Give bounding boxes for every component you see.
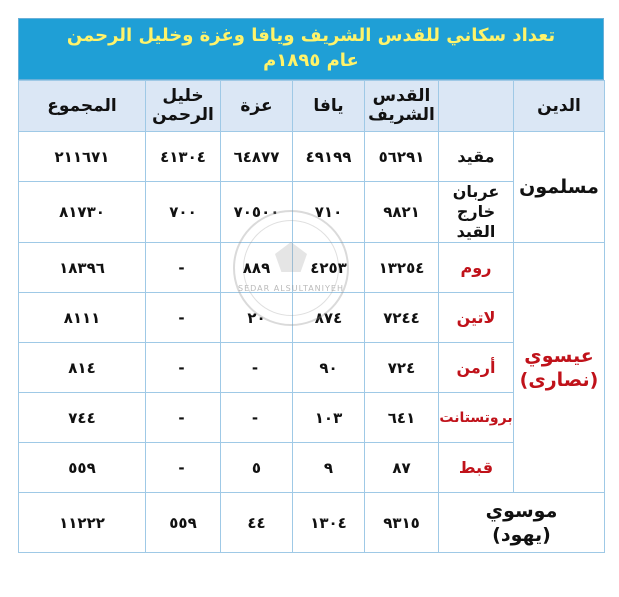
cell-khalil: ٤١٣٠٤ — [146, 132, 221, 182]
watermark-text: SEDAR ALSULTANIYEH — [238, 284, 344, 293]
cell-khalil: - — [146, 343, 221, 393]
table-row — [19, 132, 605, 182]
subgroup-cell: بروتستانت — [439, 393, 514, 443]
group-jewish-line-1: موسوي — [485, 499, 558, 522]
group-christian-line-2: (نصارى) — [519, 368, 599, 391]
cell-gaza: ٤٤ — [221, 493, 293, 553]
table-row — [19, 243, 605, 293]
cell-gaza: ٦٤٨٧٧ — [221, 132, 293, 182]
title-line-1: تعداد سكاني للقدس الشريف ويافا وغزة وخليل الرحمن — [66, 25, 556, 46]
header-yafa: يافا — [293, 81, 365, 132]
cell-yafa: ٨٧٤ — [293, 293, 365, 343]
cell-total: ٧٤٤ — [19, 393, 146, 443]
cell-total: ٨١٧٣٠ — [19, 182, 146, 243]
cell-yafa: ٩٠ — [293, 343, 365, 393]
cell-khalil: ٧٠٠ — [146, 182, 221, 243]
group-christian — [514, 243, 605, 493]
cell-khalil: - — [146, 243, 221, 293]
subgroup-cell: روم — [439, 243, 514, 293]
cell-total: ٢١١٦٧١ — [19, 132, 146, 182]
cell-gaza: ٢٠ — [221, 293, 293, 343]
title-line-2: عام ١٨٩٥م — [263, 50, 359, 71]
group-jewish — [439, 493, 605, 553]
group-jewish-line-2: (يهود) — [492, 523, 551, 546]
cell-quds: ٥٦٢٩١ — [365, 132, 439, 182]
cell-yafa: ٧١٠ — [293, 182, 365, 243]
census-table — [18, 80, 605, 553]
cell-yafa: ١٠٣ — [293, 393, 365, 443]
census-table-container — [18, 18, 604, 553]
subgroup-cell: لاتين — [439, 293, 514, 343]
header-quds: القدس الشريف — [365, 81, 439, 132]
header-subgroup — [439, 81, 514, 132]
subgroup-cell: قبط — [439, 443, 514, 493]
cell-yafa: ٤٢٥٣ — [293, 243, 365, 293]
cell-khalil: - — [146, 393, 221, 443]
cell-khalil: ٥٥٩ — [146, 493, 221, 553]
cell-quds: ٦٤١ — [365, 393, 439, 443]
cell-gaza: - — [221, 393, 293, 443]
cell-gaza: ٥ — [221, 443, 293, 493]
cell-quds: ٨٧ — [365, 443, 439, 493]
cell-gaza: - — [221, 343, 293, 393]
cell-yafa: ٩ — [293, 443, 365, 493]
cell-gaza: ٨٨٩ — [221, 243, 293, 293]
cell-quds: ٧٢٤٤ — [365, 293, 439, 343]
header-khalil: خليل الرحمن — [146, 81, 221, 132]
subgroup-cell: عربان خارج القيد — [439, 182, 514, 243]
cell-quds: ٩٣١٥ — [365, 493, 439, 553]
cell-khalil: - — [146, 293, 221, 343]
header-total: المجموع — [19, 81, 146, 132]
cell-quds: ١٣٢٥٤ — [365, 243, 439, 293]
header-row — [19, 81, 605, 132]
cell-total: ١١٢٢٢ — [19, 493, 146, 553]
table-row — [19, 493, 605, 553]
table-title — [18, 18, 604, 80]
header-religion: الدين — [514, 81, 605, 132]
cell-yafa: ٤٩١٩٩ — [293, 132, 365, 182]
cell-total: ٥٥٩ — [19, 443, 146, 493]
cell-total: ١٨٣٩٦ — [19, 243, 146, 293]
cell-quds: ٧٢٤ — [365, 343, 439, 393]
cell-gaza: ٧٠٥٠٠ — [221, 182, 293, 243]
cell-quds: ٩٨٢١ — [365, 182, 439, 243]
subgroup-cell: أرمن — [439, 343, 514, 393]
cell-total: ٨١١١ — [19, 293, 146, 343]
cell-khalil: - — [146, 443, 221, 493]
group-muslim: مسلمون — [514, 132, 605, 243]
subgroup-cell: مقيد — [439, 132, 514, 182]
cell-yafa: ١٣٠٤ — [293, 493, 365, 553]
cell-total: ٨١٤ — [19, 343, 146, 393]
header-gaza: عزة — [221, 81, 293, 132]
group-christian-line-1: عيسوي — [524, 344, 594, 367]
